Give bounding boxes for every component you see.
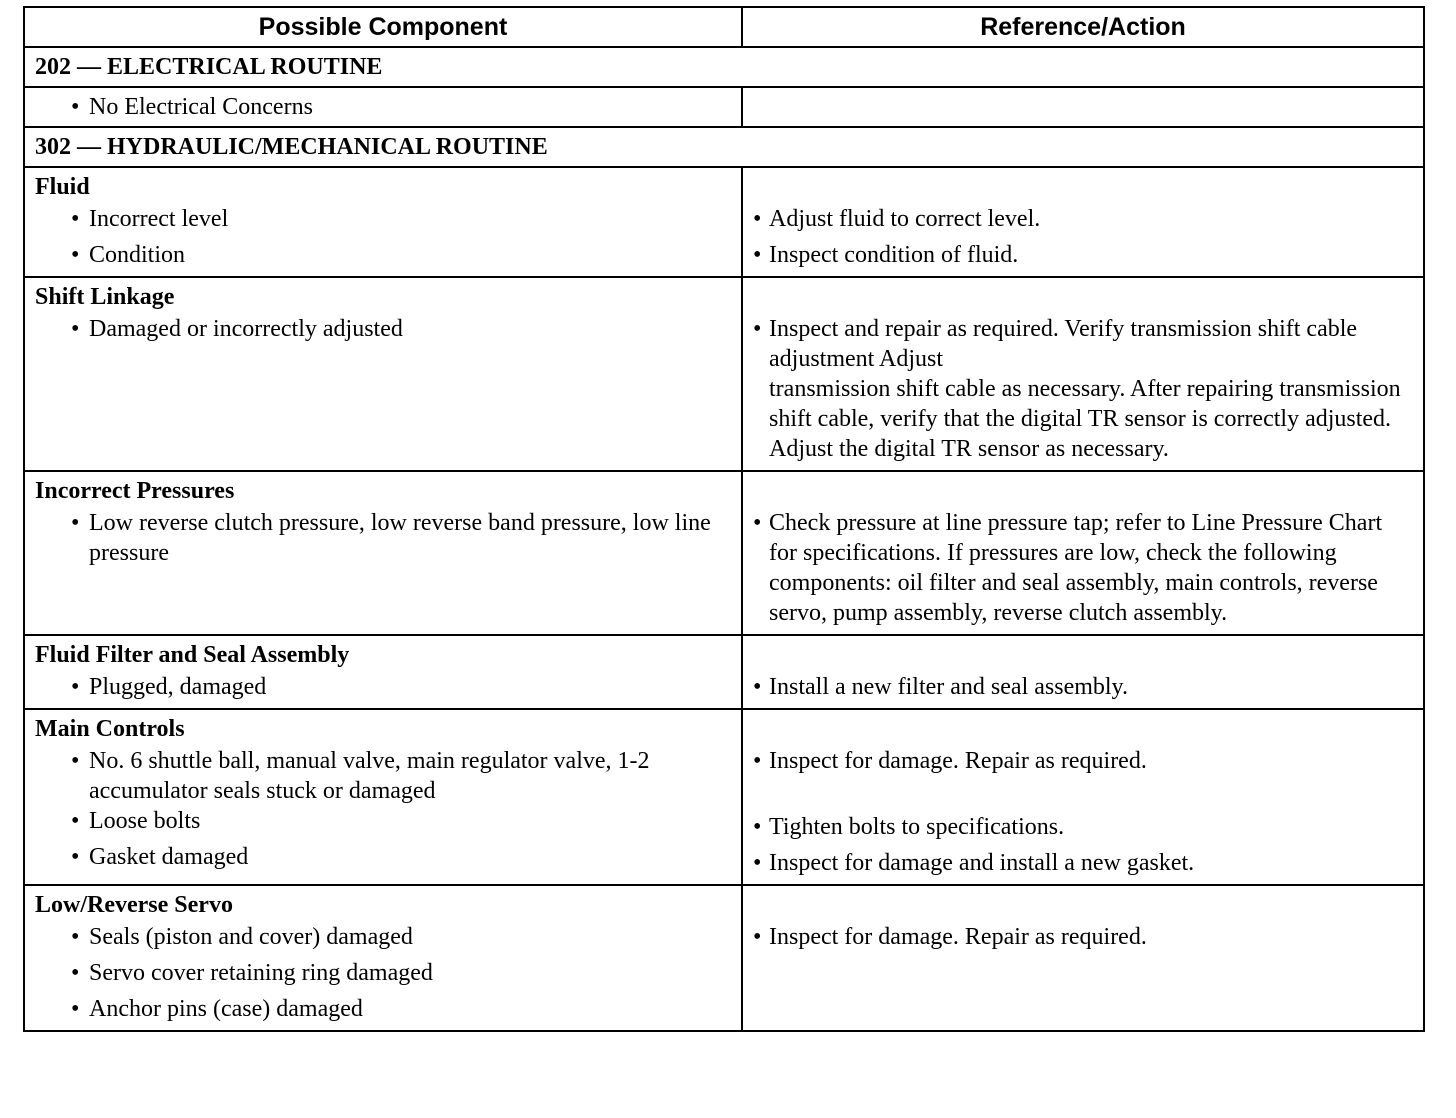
section-title-hydraulic: 302 — HYDRAULIC/MECHANICAL ROUTINE <box>24 127 1424 167</box>
group-heading: Incorrect Pressures <box>35 478 235 504</box>
action-cell <box>742 471 1424 635</box>
table-row <box>24 167 1424 277</box>
component-cell <box>24 167 742 277</box>
column-header-action: Reference/Action <box>742 7 1424 47</box>
component-item: • Incorrect level <box>25 204 741 240</box>
group-heading: Fluid Filter and Seal Assembly <box>35 642 350 668</box>
table-row <box>24 635 1424 709</box>
header-row <box>24 7 1424 47</box>
component-item: • Loose bolts <box>25 806 741 842</box>
action-cell <box>742 277 1424 471</box>
action-text-line2: transmission shift cable as necessary. After repairing transmission shift cable, verify that the digital TR sensor is correctly adjusted. Adjust the digital TR sensor as necessary. <box>769 376 1401 462</box>
action-item: • Inspect for damage and install a new gasket. <box>743 848 1423 884</box>
group-heading: Low/Reverse Servo <box>35 892 233 918</box>
component-item: • Plugged, damaged <box>25 672 741 708</box>
action-item: • Check pressure at line pressure tap; refer to Line Pressure Chart for specifications. If pressures are low, check the following components: oil filter and seal assembly, main controls, reverse servo, pump assembly, reverse clutch assembly. <box>743 508 1423 634</box>
section-row-hydraulic <box>24 127 1424 167</box>
action-cell <box>742 635 1424 709</box>
table-row <box>24 709 1424 885</box>
component-item: • Anchor pins (case) damaged <box>25 994 741 1030</box>
action-item: • Tighten bolts to specifications. <box>743 812 1423 848</box>
component-cell <box>24 277 742 471</box>
table-row <box>24 277 1424 471</box>
action-item: • Adjust fluid to correct level. <box>743 204 1423 240</box>
section-title-electrical: 202 — ELECTRICAL ROUTINE <box>24 47 1424 87</box>
group-heading: Main Controls <box>35 716 185 742</box>
table-row <box>24 87 1424 127</box>
action-item: • Install a new filter and seal assembly. <box>743 672 1423 708</box>
group-heading: Fluid <box>35 174 90 200</box>
section-row-electrical <box>24 47 1424 87</box>
component-item: • Low reverse clutch pressure, low reverse band pressure, low line pressure <box>25 508 741 568</box>
action-cell <box>742 167 1424 277</box>
component-cell <box>24 635 742 709</box>
component-cell <box>24 709 742 885</box>
component-item: • Seals (piston and cover) damaged <box>25 922 741 958</box>
column-header-component: Possible Component <box>24 7 742 47</box>
action-item: • Inspect for damage. Repair as required. <box>743 746 1423 812</box>
group-heading: Shift Linkage <box>35 284 175 310</box>
table-row <box>24 471 1424 635</box>
component-cell <box>24 87 742 127</box>
component-item: • No. 6 shuttle ball, manual valve, main regulator valve, 1-2 accumulator seals stuck or damaged <box>25 746 741 806</box>
component-item: • Servo cover retaining ring damaged <box>25 958 741 994</box>
component-item: • Condition <box>25 240 741 276</box>
action-item: • Inspect condition of fluid. <box>743 240 1423 276</box>
table-row <box>24 885 1424 1031</box>
component-cell <box>24 471 742 635</box>
action-cell <box>742 885 1424 1031</box>
diagnostic-table <box>23 6 1425 1032</box>
action-item <box>743 314 1423 470</box>
component-item: • No Electrical Concerns <box>25 92 741 122</box>
action-cell <box>742 709 1424 885</box>
action-text-line1: Inspect and repair as required. Verify transmission shift cable adjustment Adjust <box>769 316 1358 372</box>
component-cell <box>24 885 742 1031</box>
component-item: • Gasket damaged <box>25 842 741 878</box>
action-item: • Inspect for damage. Repair as required. <box>743 922 1423 958</box>
action-cell <box>742 87 1424 127</box>
component-item: • Damaged or incorrectly adjusted <box>25 314 741 350</box>
